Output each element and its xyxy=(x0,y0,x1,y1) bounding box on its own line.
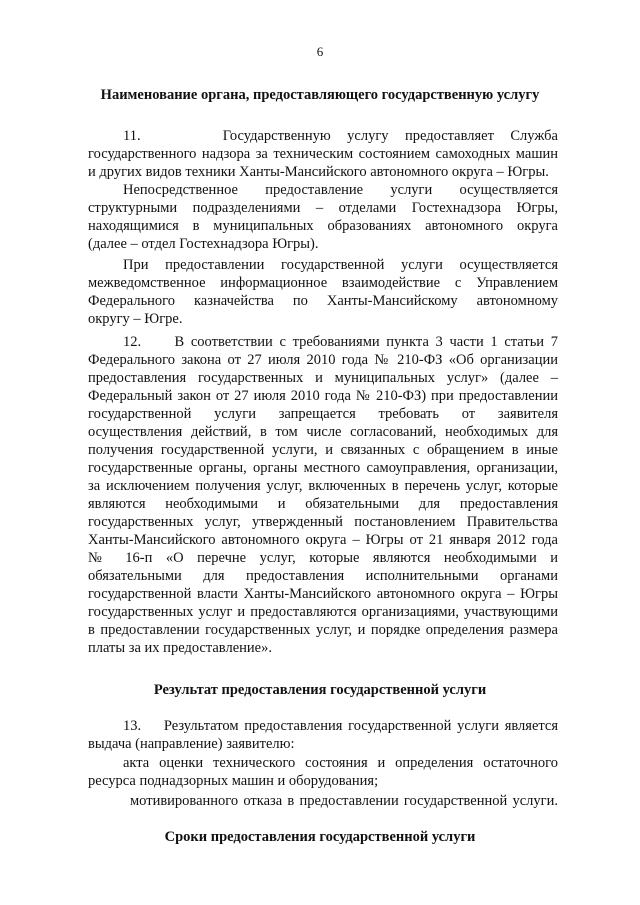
paragraph-12-line: предоставления государственных и муниципальных услуг» (далее – xyxy=(88,370,558,386)
paragraph-12-line: за исключением получения услуг, включенных в перечень услуг, которые xyxy=(88,478,558,494)
section-heading-authority: Наименование органа, предоставляющего государственную услугу xyxy=(100,87,540,103)
paragraph-12-line: Федерального закона от 27 июля 2010 года № 210-ФЗ «Об организации xyxy=(88,352,558,368)
paragraph-12-line: осуществления действий, в том числе согласований, необходимых для xyxy=(88,424,558,440)
paragraph-12-line: государственные органы, органы местного самоуправления, организации, xyxy=(88,460,558,476)
result-item-act-line: акта оценки технического состояния и определения остаточного xyxy=(123,755,558,771)
result-item-refusal-line: мотивированного отказа в предоставлении государственной услуги. xyxy=(130,793,558,809)
paragraph-12-line: государственной власти Ханты-Мансийского автономного округа – Югры xyxy=(88,586,558,602)
paragraph-12-line: получения государственной услуги, и связанных с обращением в иные xyxy=(88,442,558,458)
paragraph-12-line: платы за их предоставление». xyxy=(88,640,272,656)
paragraph-12-line: в предоставлении государственных услуг, и порядке определения размера xyxy=(88,622,558,638)
paragraph-13-line: выдача (направление) заявителю: xyxy=(88,736,295,752)
paragraph-12-line: являются необходимыми и обязательными для предоставления xyxy=(88,496,558,512)
paragraph-12-line: государственных услуг, утвержденный постановлением Правительства xyxy=(88,514,558,530)
paragraph-12-line: Ханты-Мансийского автономного округа – Югры от 21 января 2012 года xyxy=(88,532,558,548)
paragraph-structural-line: находящимися в муниципальных образованиях автономного округа xyxy=(88,218,558,234)
section-heading-deadlines: Сроки предоставления государственной услуги xyxy=(164,829,476,845)
paragraph-12-line: Федеральный закон от 27 июля 2010 года № 210-ФЗ) при предоставлении xyxy=(88,388,558,404)
paragraph-13-line: 13. Результатом предоставления государственной услуги является xyxy=(123,718,558,734)
paragraph-structural-line: Непосредственное предоставление услуги осуществляется xyxy=(123,182,558,198)
paragraph-structural-line: (далее – отдел Гостехнадзора Югры). xyxy=(88,236,319,252)
paragraph-interaction-line: округу – Югре. xyxy=(88,311,183,327)
paragraph-interaction-line: Федерального казначейства по Ханты-Мансийскому автономному xyxy=(88,293,558,309)
paragraph-12-line: № 16-п «О перечне услуг, которые являются необходимыми и xyxy=(88,550,558,566)
paragraph-12-line: государственной услуги запрещается требовать от заявителя xyxy=(88,406,558,422)
paragraph-11-line: 11. Государственную услугу предоставляет Служба xyxy=(123,128,558,144)
result-item-act-line: ресурса поднадзорных машин и оборудования; xyxy=(88,773,379,789)
paragraph-12-line: обязательными для предоставления исполнительными органами xyxy=(88,568,558,584)
paragraph-11-line: государственного надзора за техническим состоянием самоходных машин xyxy=(88,146,558,162)
paragraph-11-line: и других видов техники Ханты-Мансийского автономного округа – Югры. xyxy=(88,164,549,180)
paragraph-12-line: государственных услуг и предоставляются организациями, участвующими xyxy=(88,604,558,620)
paragraph-interaction-line: При предоставлении государственной услуги осуществляется xyxy=(123,257,558,273)
section-heading-result: Результат предоставления государственной услуги xyxy=(153,682,487,698)
paragraph-12-line: 12. В соответствии с требованиями пункта 3 части 1 статьи 7 xyxy=(123,334,558,350)
paragraph-interaction-line: межведомственное информационное взаимодействие с Управлением xyxy=(88,275,558,291)
paragraph-structural-line: структурными подразделениями – отделами Гостехнадзора Югры, xyxy=(88,200,558,216)
page-number: 6 xyxy=(316,44,324,59)
